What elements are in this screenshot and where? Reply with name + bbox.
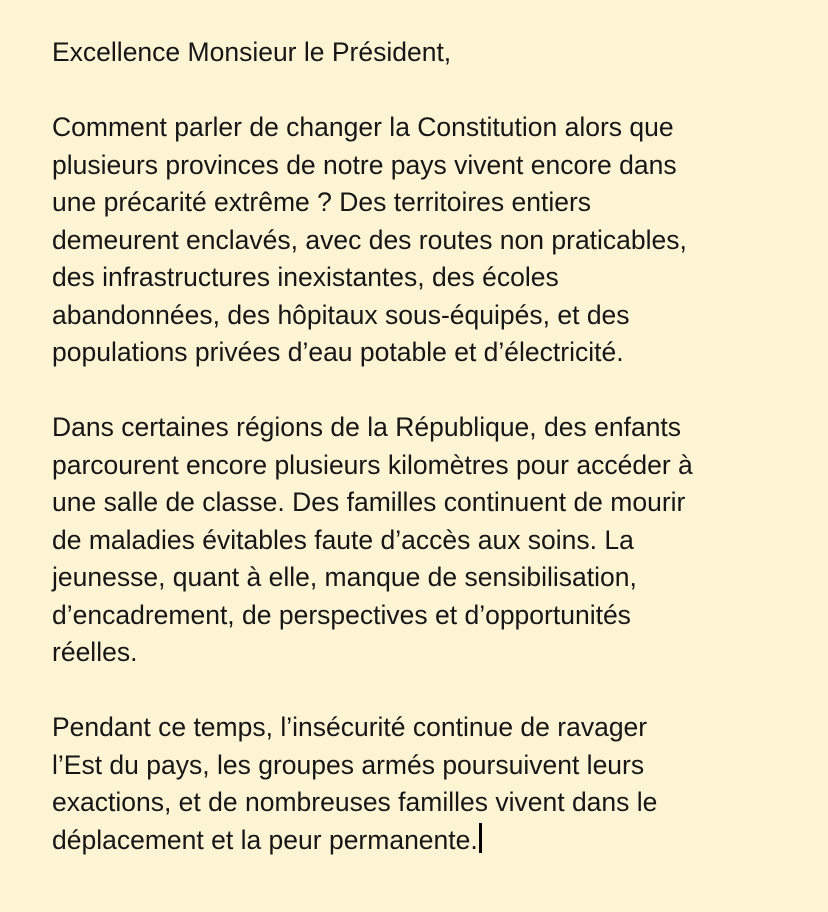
letter-paragraph-1: Comment parler de changer la Constitution alors que plusieurs provinces de notre pays vivent encore dans une précarité extrême ? Des territoires entiers demeurent enclavés, avec des routes non praticables, des infrastructures inexistantes, des écoles abandonnées, des hôpitaux sous-équipés, et des populations privées d’eau potable et d’électricité. bbox=[52, 112, 687, 367]
note-text-area[interactable] bbox=[52, 34, 792, 897]
letter-salutation: Excellence Monsieur le Président, bbox=[52, 37, 452, 67]
text-cursor bbox=[479, 823, 482, 853]
letter-paragraph-3-text: Pendant ce temps, l’insécurité continue de ravager l’Est du pays, les groupes armés poursuivent leurs exactions, et de nombreuses familles vivent dans le déplacement et la peur permanente. bbox=[52, 712, 658, 855]
letter-paragraph-3 bbox=[52, 709, 792, 859]
letter-paragraph-2: Dans certaines régions de la République, des enfants parcourent encore plusieurs kilomètres pour accéder à une salle de classe. Des familles continuent de mourir de maladies évitables faute d’accès aux soins. La jeunesse, quant à elle, manque de sensibilisation, d’encadrement, de perspectives et d’opportunités réelles. bbox=[52, 412, 693, 667]
